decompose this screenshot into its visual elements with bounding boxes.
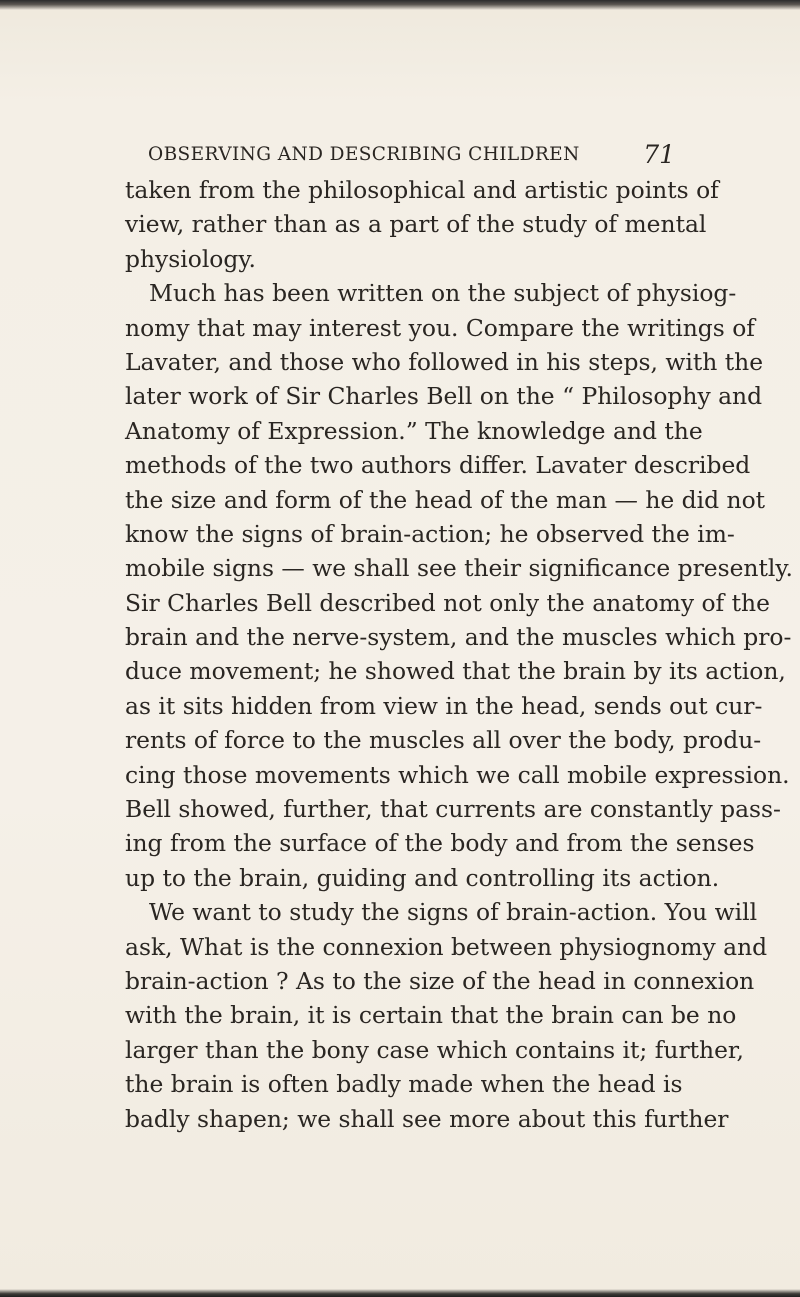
text-line: badly shapen; we shall see more about this further bbox=[125, 1104, 729, 1133]
page-top-edge bbox=[0, 0, 800, 10]
text-line: duce movement; he showed that the brain by its action, bbox=[125, 657, 786, 686]
running-title: OBSERVING AND DESCRIBING CHILDREN bbox=[148, 144, 580, 165]
text-line: taken from the philosophical and artistic points of bbox=[125, 176, 719, 204]
text-line: brain and the nerve-system, and the muscles which pro- bbox=[125, 623, 792, 652]
text-line: nomy that may interest you. Compare the writings of bbox=[125, 313, 755, 342]
text-line: up to the brain, guiding and controlling its action. bbox=[125, 863, 720, 892]
text-line: methods of the two authors differ. Lavater described bbox=[125, 451, 751, 480]
text-line: cing those movements which we call mobile expression. bbox=[125, 760, 790, 789]
text-line: We want to study the signs of brain-action. You will bbox=[149, 898, 758, 927]
text-line: ask, What is the connexion between physiognomy and bbox=[125, 932, 768, 961]
page-number: 71 bbox=[643, 140, 675, 169]
text-line: ing from the surface of the body and from the senses bbox=[125, 829, 755, 858]
text-line: Sir Charles Bell described not only the anatomy of the bbox=[125, 588, 770, 617]
text-line: mobile signs — we shall see their significance presently. bbox=[125, 554, 793, 583]
text-line: physiology. bbox=[125, 244, 256, 273]
body-text bbox=[125, 173, 793, 1136]
text-line: know the signs of brain-action; he observed the im- bbox=[125, 519, 735, 548]
text-line: brain-action ? As to the size of the head in connexion bbox=[125, 966, 755, 995]
text-line: as it sits hidden from view in the head, sends out cur- bbox=[125, 691, 763, 720]
text-line: Anatomy of Expression.” The knowledge and the bbox=[125, 416, 703, 445]
text-line: with the brain, it is certain that the brain can be no bbox=[125, 1001, 737, 1030]
text-line: Lavater, and those who followed in his steps, with the bbox=[125, 347, 764, 376]
page-bottom-edge bbox=[0, 1289, 800, 1297]
running-head bbox=[120, 140, 675, 170]
text-line: Much has been written on the subject of physiog- bbox=[149, 279, 737, 308]
text-line: later work of Sir Charles Bell on the “ Philosophy and bbox=[125, 382, 763, 411]
text-line: the size and form of the head of the man — he did not bbox=[125, 485, 766, 514]
text-line: rents of force to the muscles all over the body, produ- bbox=[125, 726, 762, 755]
text-line: Bell showed, further, that currents are constantly pass- bbox=[125, 795, 781, 824]
text-line: view, rather than as a part of the study of mental bbox=[125, 210, 707, 239]
text-line: larger than the bony case which contains it; further, bbox=[125, 1035, 744, 1064]
text-line: the brain is often badly made when the head is bbox=[125, 1070, 683, 1099]
